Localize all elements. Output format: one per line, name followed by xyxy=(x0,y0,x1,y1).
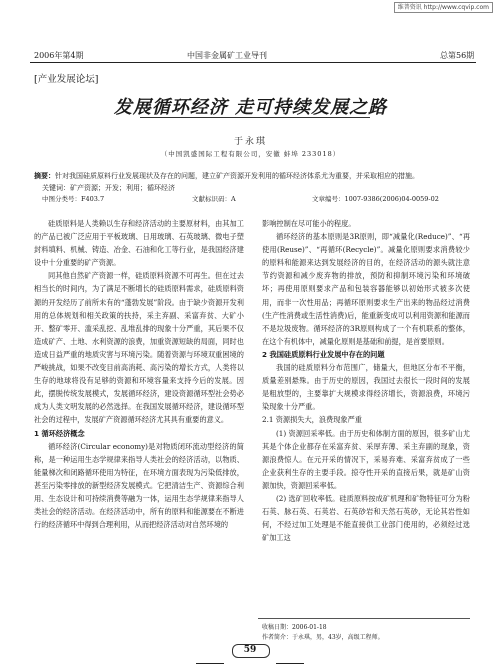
body-paragraph: (1) 资源回采率低。由于历史和体制方面的原因，很多矿山尤其是个体企业都存在采富弃贫、采厚弃薄、采主弃副的现象，资源浪费惊人。在元开采的情况下，采易弃难、采富弃贫成了一些企业获利生存的主要手段。掠夺性开采的直接后果，就是矿山资源加快，资源回采率低。 xyxy=(262,428,470,490)
page-deco-right xyxy=(276,663,304,664)
section-heading: 1 循环经济概念 xyxy=(34,428,85,438)
clc-number: 中图分类号：F403.7 xyxy=(42,195,105,203)
right-column xyxy=(262,217,470,544)
body-paragraph: 循环经济(Circular economy)是对物质闭环流动型经济的简称，是一种运用生态学规律来指导人类社会的经济活动，以物质、能量梯次和闭路循环使用为特征，在环境方面表现为污染低排放，甚至污染零排放的新型经济发展模式。它把清洁生产、资源综合利用、生态设计和可持续消费等融为一体，运用生态学规律来指导人类社会的经济活动。在经济活动中，所有的原料和能源要在不断进行的经济循环中得到合理利用，从而把经济活动对自然环境的 xyxy=(34,441,244,530)
header-volume: 总第56期 xyxy=(440,51,475,60)
keywords: 关键词：矿产资源；开发；利用；循环经济 xyxy=(42,183,175,192)
author-bio: 作者简介：于永琪，男，43岁，高级工程师。 xyxy=(262,634,384,641)
abstract-text xyxy=(34,170,470,183)
header-journal: 中国非金属矿工业导刊 xyxy=(187,51,267,60)
watermark-stamp: 维普资讯 http://www.cqvip.com xyxy=(394,2,493,13)
document-code: 文献标识码：A xyxy=(192,195,236,203)
footnote-rule xyxy=(258,618,470,619)
header-rule xyxy=(30,62,476,63)
body-paragraph: 同其他自然矿产资源一样，硅质原料资源不可再生。但在过去相当长的时间内，为了满足不断增长的硅质原料需求，硅质原料资源的开发经历了前所未有的“蓬勃发展”阶段。由于缺少资源开发利用的总体规划和相关政策的扶持，采主弃副、采富弃贫、大矿小开、整矿零开、滥采乱挖、乱堆乱排的现象十分严重，其后果不仅造成矿产、土地、水利资源的浪费，加重资源短缺的局面，同时也造成日益严重的地质灾害与环境污染。随着资源与环境双重困境的严峻挑战，如果不改变目前高消耗、高污染的增长方式，人类将以生存的地球将没有足够的资源和环境容量来支持今后的发展。因此，摆脱传统发展模式，发展循环经济，建设资源循环型社会势必成为人类文明发展的必然选择。在我国发展循环经济，建设循环型社会的过程中，发展矿产资源循环经济尤其具有重要的意义。 xyxy=(34,271,244,425)
body-paragraph: 影响控制在尽可能小的程度。 xyxy=(262,219,356,228)
body-paragraph: 我国的硅质原料分布范围广，储量大，但地区分布不平衡，质量差别悬殊。由于历史的原因，我国过去很长一段时间的发展是粗放型的，主要靠扩大规模求得经济增长，资源浪费，环境污染现象十分严重。 xyxy=(262,363,470,412)
author: 于永琪 xyxy=(233,137,267,147)
abstract-label: 摘要： xyxy=(34,171,55,180)
classification-row xyxy=(42,194,470,205)
section-tag: [产业发展论坛] xyxy=(34,74,99,85)
article-title: 发展循环经济 走可持续发展之路 xyxy=(113,97,388,118)
section-heading: 2 我国硅质原料行业发展中存在的问题 xyxy=(262,349,385,359)
title-underline xyxy=(140,117,370,118)
header-issue: 2006年第4期 xyxy=(34,51,84,60)
article-number: 文章编号：1007-9386(2006)04-0059-02 xyxy=(312,195,439,203)
body-paragraph: 2.1 资源损失大，浪费现象严重 xyxy=(262,415,362,425)
received-date: 收稿日期：2006-01-18 xyxy=(262,624,327,631)
left-column xyxy=(34,217,244,531)
body-paragraph: 循环经济的基本原则是3R原则，即“减量化(Reduce)”、“再使用(Reuse)”、“再循环(Recycle)”。减量化原则要求消费较少的原料和能源来达到发展经济的目的，在经济活动的源头就注意节约资源和减少废弃物的排放，预防和抑制环境污染和环境破坏；再使用原则要求产品和包装容器能够以初始形式被多次使用，而非一次性用品；再循环原则要求生产出来的物品经过消费(生产性消费或生活性消费)后，能重新变成可以利用资源和能源而不是垃圾废物。循环经济的3R原则构成了一个有机联系的整体，在这个有机体中，减量化原则是基础和前提，是首要原则。 xyxy=(262,232,470,346)
page-number: 59 xyxy=(243,645,257,655)
abstract-block xyxy=(34,170,470,205)
body-paragraph: (2) 选矿回收率低。硅质原料按成矿机理和矿物特征可分为粉石英、脉石英、石英岩、石英砂岩和天然石英砂，无论其岩性如何，不经过加工处理是不能直接供工业部门使用的，必须经过选矿加工这 xyxy=(262,493,470,543)
affiliation: （中国凯盛国际工程有限公司，安徽 蚌埠 233018） xyxy=(160,150,341,158)
page-deco-left xyxy=(196,663,224,664)
abstract-body: 针对我国硅质原料行业发展现状及存在的问题，建立矿产资源开发利用的循环经济体系尤为重要，并采取相应的措施。 xyxy=(55,172,419,180)
body-paragraph: 硅质原料是人类赖以生存和经济活动的主要原材料，由其加工的产品已被广泛应用于平板玻璃、日用玻璃、石英玻璃、微电子塑封料填料、机械、铸造、冶金、石油和化工等行业，是我国经济建设中十分重要的矿产资源。 xyxy=(34,219,244,268)
